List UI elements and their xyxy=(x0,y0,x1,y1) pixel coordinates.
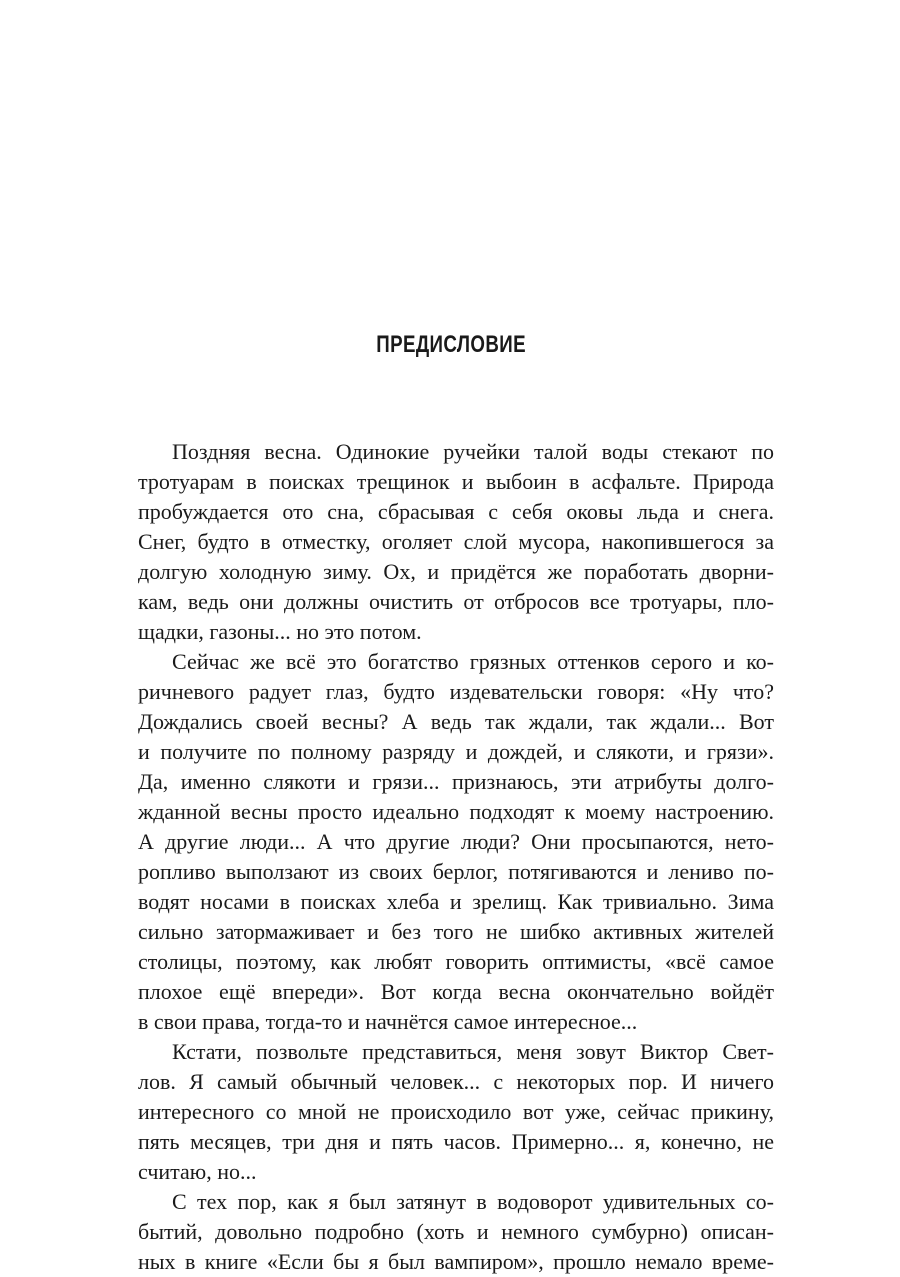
text-line: Кстати, позвольте представиться, меня зовут Виктор Свет- xyxy=(172,1039,774,1064)
text-line: в свои права, тогда-то и начнётся самое интересное... xyxy=(138,1009,638,1034)
text-line: Снег, будто в отместку, оголяет слой мусора, накопившегося за xyxy=(138,529,774,554)
text-line: Дождались своей весны? А ведь так ждали, так ждали... Вот xyxy=(138,709,774,734)
text-line: С тех пор, как я был затянут в водоворот удивительных со- xyxy=(172,1189,774,1214)
text-line: кам, ведь они должны очистить от отбросов все тротуары, пло- xyxy=(138,589,774,614)
text-line: интересного со мной не происходило вот уже, сейчас прикину, xyxy=(138,1099,774,1124)
text-line: пробуждается ото сна, сбрасывая с себя оковы льда и снега. xyxy=(138,499,774,524)
text-line: бытий, довольно подробно (хоть и немного сумбурно) описан- xyxy=(138,1219,774,1244)
text-line: долгую холодную зиму. Ох, и придётся же поработать дворни- xyxy=(138,559,774,584)
text-line: лов. Я самый обычный человек... с некоторых пор. И ничего xyxy=(138,1069,774,1094)
text-line: плохое ещё впереди». Вот когда весна окончательно войдёт xyxy=(138,979,774,1004)
text-line: Сейчас же всё это богатство грязных оттенков серого и ко- xyxy=(172,649,774,674)
text-line: сильно затормаживает и без того не шибко активных жителей xyxy=(138,919,774,944)
text-line: тротуарам в поисках трещинок и выбоин в асфальте. Природа xyxy=(138,469,774,494)
text-line: считаю, но... xyxy=(138,1159,257,1184)
text-line: щадки, газоны... но это потом. xyxy=(138,619,422,644)
text-line: ричневого радует глаз, будто издевательски говоря: «Ну что? xyxy=(138,679,774,704)
body-text xyxy=(138,437,774,1277)
text-line: водят носами в поисках хлеба и зрелищ. Как тривиально. Зима xyxy=(138,889,774,914)
text-line: пять месяцев, три дня и пять часов. Примерно... я, конечно, не xyxy=(138,1129,774,1154)
text-line: и получите по полному разряду и дождей, и слякоти, и грязи». xyxy=(138,739,774,764)
text-line: столицы, поэтому, как любят говорить оптимисты, «всё самое xyxy=(138,949,774,974)
text-line: Да, именно слякоти и грязи... признаюсь, эти атрибуты долго- xyxy=(138,769,774,794)
text-line: ропливо выползают из своих берлог, потягиваются и лениво по- xyxy=(138,859,774,884)
text-line: А другие люди... А что другие люди? Они просыпаются, нето- xyxy=(138,829,774,854)
text-line: Поздняя весна. Одинокие ручейки талой воды стекают по xyxy=(172,439,774,464)
chapter-heading: ПРЕДИСЛОВИЕ xyxy=(376,331,526,358)
text-line: жданной весны просто идеально подходят к моему настроению. xyxy=(138,799,774,824)
text-line: ных в книге «Если бы я был вампиром», прошло немало време- xyxy=(138,1249,774,1274)
